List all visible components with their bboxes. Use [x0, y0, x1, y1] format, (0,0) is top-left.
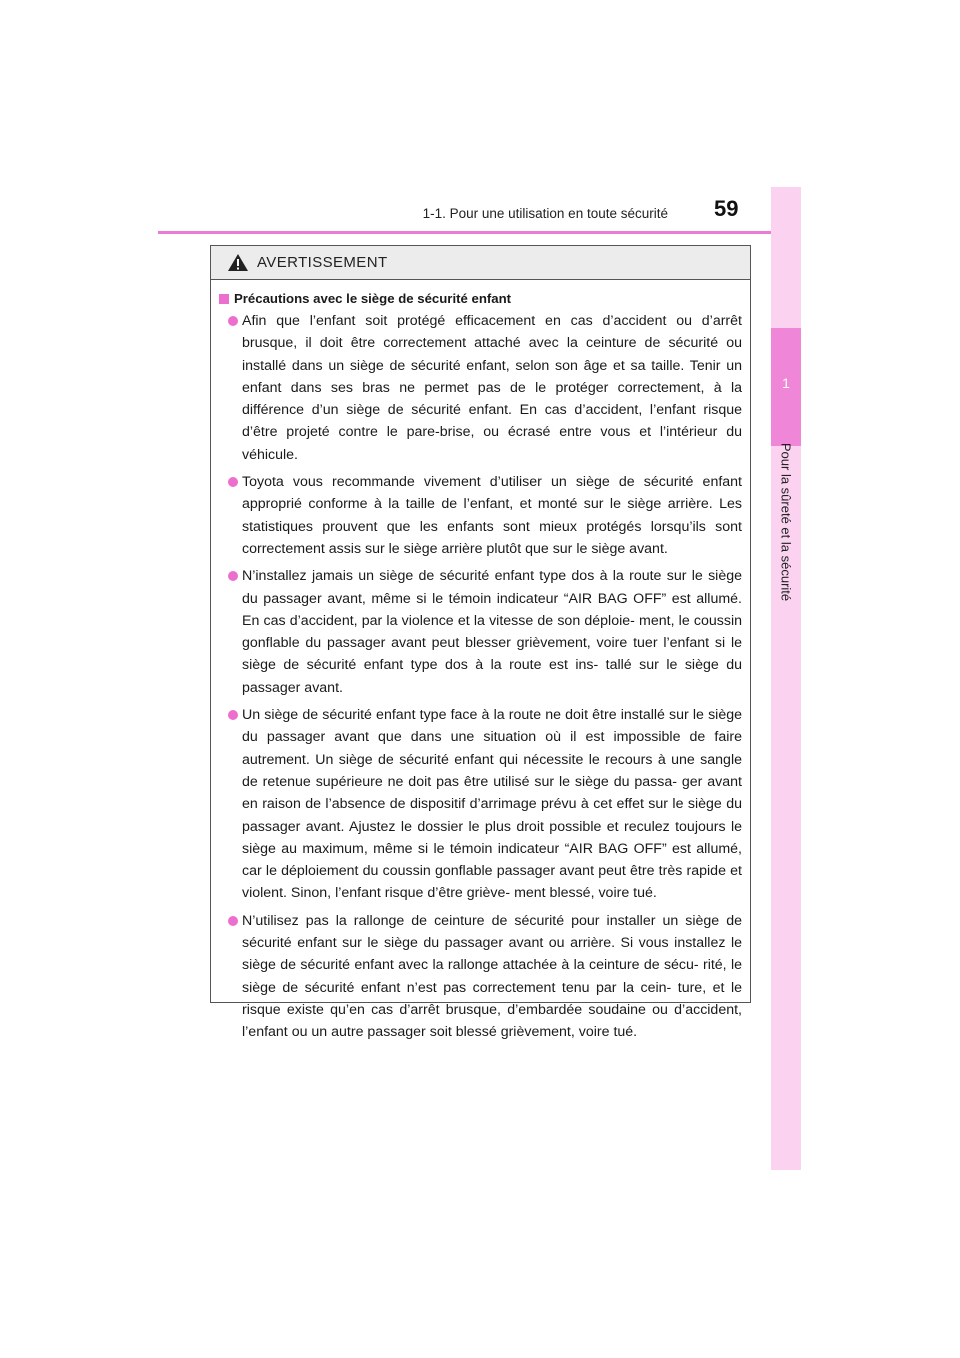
- list-item: [219, 910, 742, 1044]
- warning-triangle-icon: [227, 253, 249, 272]
- section-title: [219, 291, 742, 306]
- list-item-text: Toyota vous recommande vivement d’utiliser un siège de sécurité enfant approprié conforme à la taille de l’enfant, et monté sur le siège arrière. Les statistiques prouvent que les enfants sont mieux protégés lorsqu’ils sont correctement assis sur le siège arrière plutôt que sur le siège avant.: [242, 474, 742, 557]
- warning-box: [210, 245, 751, 1041]
- round-bullet-icon: [228, 916, 238, 926]
- section-title-text: Précautions avec le siège de sécurité enfant: [234, 291, 512, 306]
- round-bullet-icon: [228, 316, 238, 326]
- round-bullet-icon: [228, 477, 238, 487]
- warning-label: AVERTISSEMENT: [257, 254, 388, 271]
- list-item: [219, 471, 742, 560]
- list-item-text: N’utilisez pas la rallonge de ceinture de sécurité pour installer un siège de sécurité enfant sur le siège du passager avant ou arrière. Si vous installez le siège de sécurité enfant avec la rallonge attachée à la ceinture de sécu- rité, le siège de sécurité enfant n’est pas correctement tenu par la cein- ture, et le risque existe qu’en cas d’arrêt brusque, d’embardée soudaine ou d’accident, l’enfant ou un autre passager soit blessé grièvement, voire tué.: [242, 912, 742, 1041]
- round-bullet-icon: [228, 710, 238, 720]
- list-item: [219, 565, 742, 699]
- square-bullet-icon: [219, 294, 229, 304]
- chapter-label: Pour la sûreté et la sécurité: [778, 442, 794, 602]
- list-item-text: N’installez jamais un siège de sécurité enfant type dos à la route sur le siège du passager avant, même si le témoin indicateur “AIR BAG OFF” est allumé. En cas d’accident, par la violence et la vitesse de son déploie- ment, le coussin gonflable du passager avant peut blesser grièvement, voire tuer l’enfant si le siège de sécurité enfant type dos à la route est ins- tallé sur le siège du passager avant.: [242, 568, 742, 696]
- list-item-text: Un siège de sécurité enfant type face à la route ne doit être installé sur le siège du passager avant que dans une situation où il est impossible de faire autrement. Un siège de sécurité enfant qui nécessite le recours à une sangle de retenue supérieure ne doit pas être utilisé sur le siège du passa- ger avant en raison de l’absence de dispositif d’arrimage prévu à cet effet sur le siège du passager avant. Ajustez le dossier le plus droit possible et reculez toujours le siège au maximum, même si le témoin indicateur “AIR BAG OFF” est allumé, car le déploiement du coussin gonflable passager avant peut être très rapide et violent. Sinon, l’enfant risque d’être griève- ment blessé, voire tué.: [242, 707, 742, 902]
- chapter-number: 1: [782, 375, 790, 391]
- list-item: [219, 310, 742, 466]
- header-divider: [158, 231, 800, 234]
- section-header-title: 1-1. Pour une utilisation en toute sécurité: [422, 206, 668, 221]
- round-bullet-icon: [228, 571, 238, 581]
- warning-header: [211, 246, 750, 280]
- list-item: [219, 704, 742, 905]
- warning-content: [211, 280, 750, 1044]
- list-item-text: Afin que l’enfant soit protégé efficacement en cas d’accident ou d’arrêt brusque, il doit être correctement attaché avec la ceinture de sécurité ou installé dans un siège de sécurité enfant, selon son âge et sa taille. Tenir un enfant dans ses bras ne permet pas de le protéger correctement, à la différence d’un siège de sécurité enfant. En cas d’accident, l’enfant risque d’être projeté contre le pare-brise, ou écrasé entre vous et l’intérieur du véhicule.: [242, 313, 742, 463]
- page-number: 59: [714, 196, 739, 221]
